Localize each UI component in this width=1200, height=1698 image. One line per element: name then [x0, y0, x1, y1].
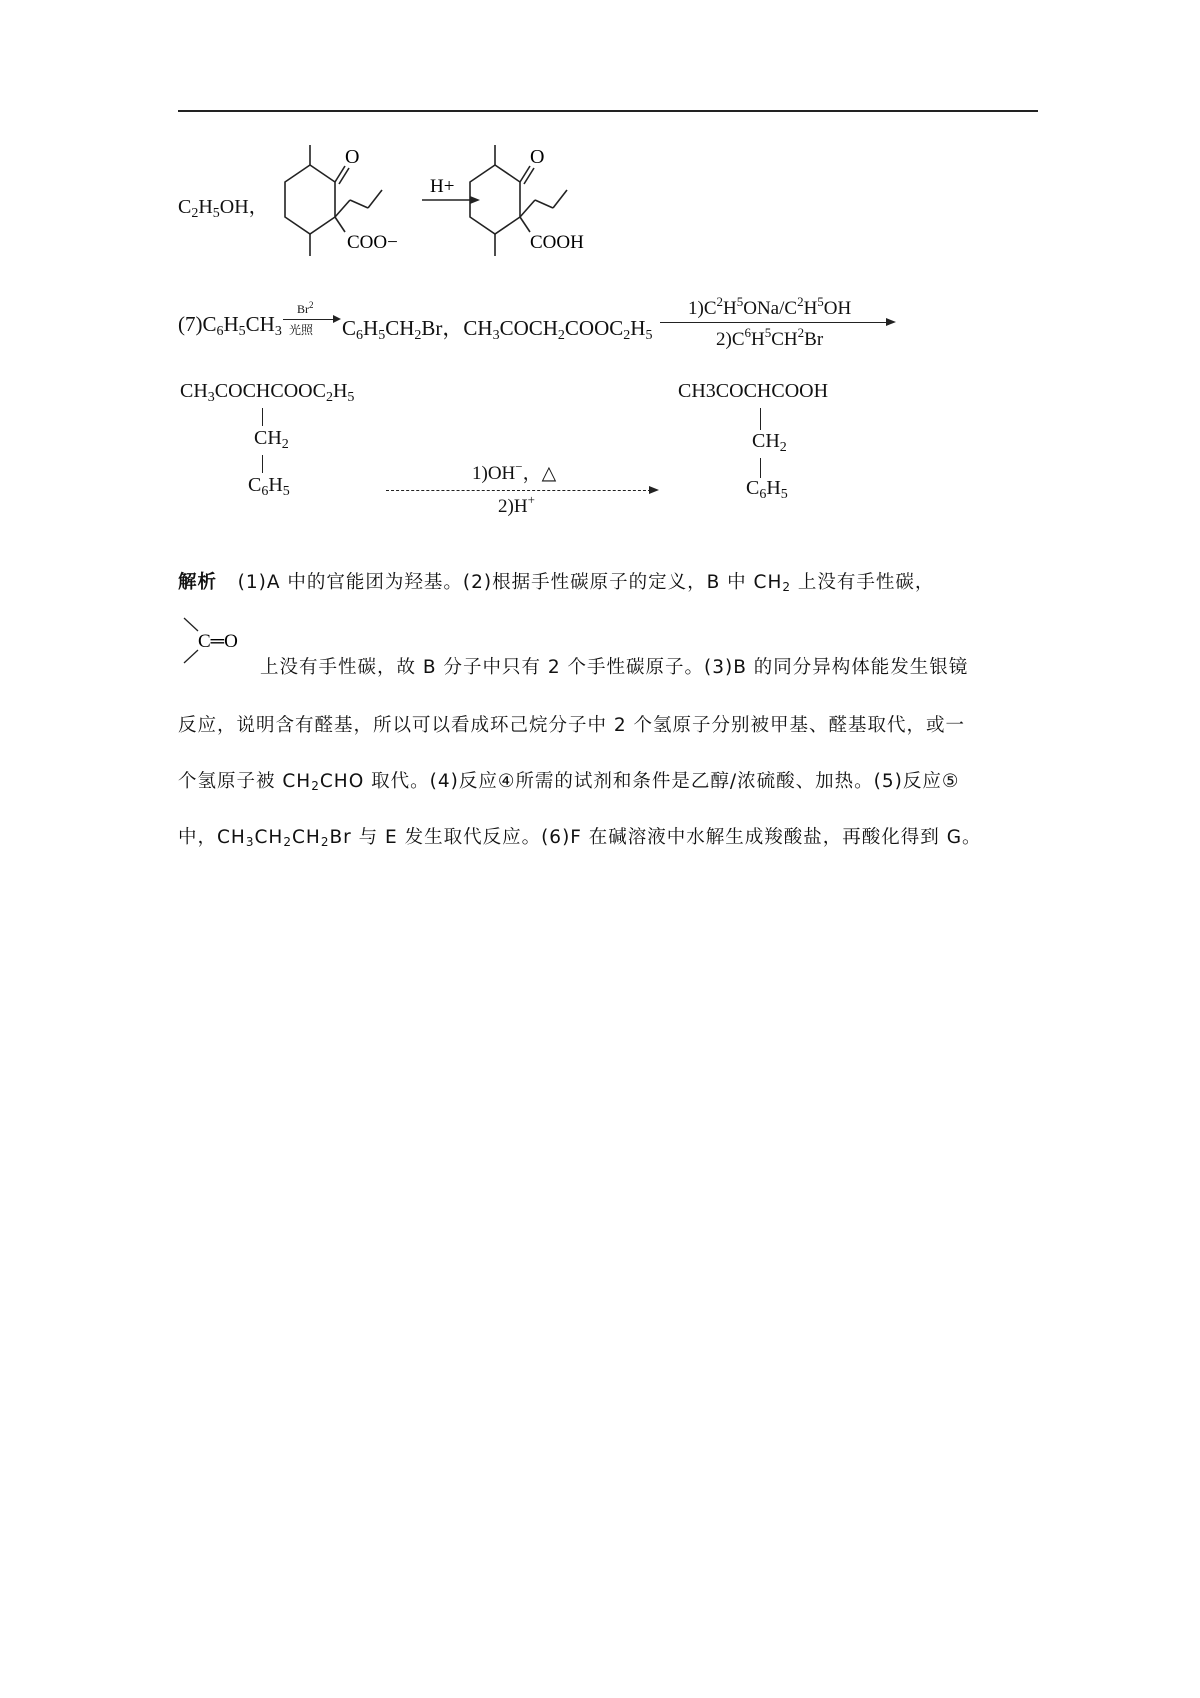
final-phenyl: $C_6H_5$	[746, 477, 788, 502]
ketone-oxygen-right: O	[530, 146, 545, 168]
analysis-label: 解析	[178, 572, 218, 593]
final-bond2	[760, 458, 761, 478]
reagent-ethanol: $C_2H_5OH$，	[178, 196, 269, 221]
arrow2-reagent: $1)C^2H^5ONa/C^2H^5OH$	[688, 294, 852, 319]
intermediate-backbone: $CH_3COCHCOOC_2H_5$	[180, 380, 355, 405]
analysis-line-1: 解析 (1)A 中的官能团为羟基。(2)根据手性碳原子的定义，B 中 $CH_2$ 上没有手性碳，	[178, 572, 935, 594]
analysis-line-5: 中，$CH_3CH_2CH_2Br$ 与 E 发生取代反应。(6)F 在碱溶液中水解生成羧酸盐，再酸化得到 G。	[178, 827, 982, 849]
arrow3-reagent: 1)OH−，△	[472, 459, 557, 484]
analysis-line-4: 个氢原子被 $CH_2CHO$ 取代。(4)反应④所需的试剂和条件是乙醇/浓硫酸、加热。(5)反应⑤	[178, 771, 960, 793]
intermediate-phenyl: $C_6H_5$	[248, 474, 290, 499]
reaction7-start: $(7)C_6H_5CH_3$	[178, 312, 282, 339]
reaction7-product1: $C_6H_5CH_2Br$，$CH_3COCH_2COOC_2H_5$	[342, 316, 653, 343]
intermediate-bond2	[262, 455, 263, 473]
analysis-line-3: 反应，说明含有醛基，所以可以看成环己烷分子中 2 个氢原子分别被甲基、醛基取代，或一	[178, 715, 966, 736]
final-bond1	[760, 408, 761, 430]
arrow1-condition: 光照	[289, 323, 314, 337]
acid-condition: H+	[430, 176, 455, 197]
carboxylate-label: COO−	[347, 232, 398, 253]
carbonyl-group	[178, 613, 258, 673]
carboxylic-acid-label: COOH	[530, 232, 584, 253]
final-backbone: CH3COCHCOOH	[678, 380, 829, 402]
reaction7-arrow1	[283, 300, 341, 340]
carboxylate-structure	[0, 0, 1200, 300]
ketone-oxygen-left: O	[345, 146, 360, 168]
intermediate-ch2: $CH_2$	[254, 427, 289, 452]
final-ch2: $CH_2$	[752, 430, 787, 455]
arrow3-step2: 2)H+	[498, 492, 535, 517]
reaction7-arrow3	[386, 459, 676, 522]
analysis-line-2: 上没有手性碳，故 B 分子中只有 2 个手性碳原子。(3)B 的同分异构体能发生银镜	[260, 657, 969, 678]
intermediate-bond1	[262, 408, 263, 426]
arrow1-reagent: Br$^2$	[297, 300, 314, 316]
carbonyl-label: C═O	[198, 631, 238, 652]
arrow2-step2: $2)C^6H^5CH^2Br$	[716, 325, 824, 350]
reaction7-arrow2	[660, 294, 900, 350]
